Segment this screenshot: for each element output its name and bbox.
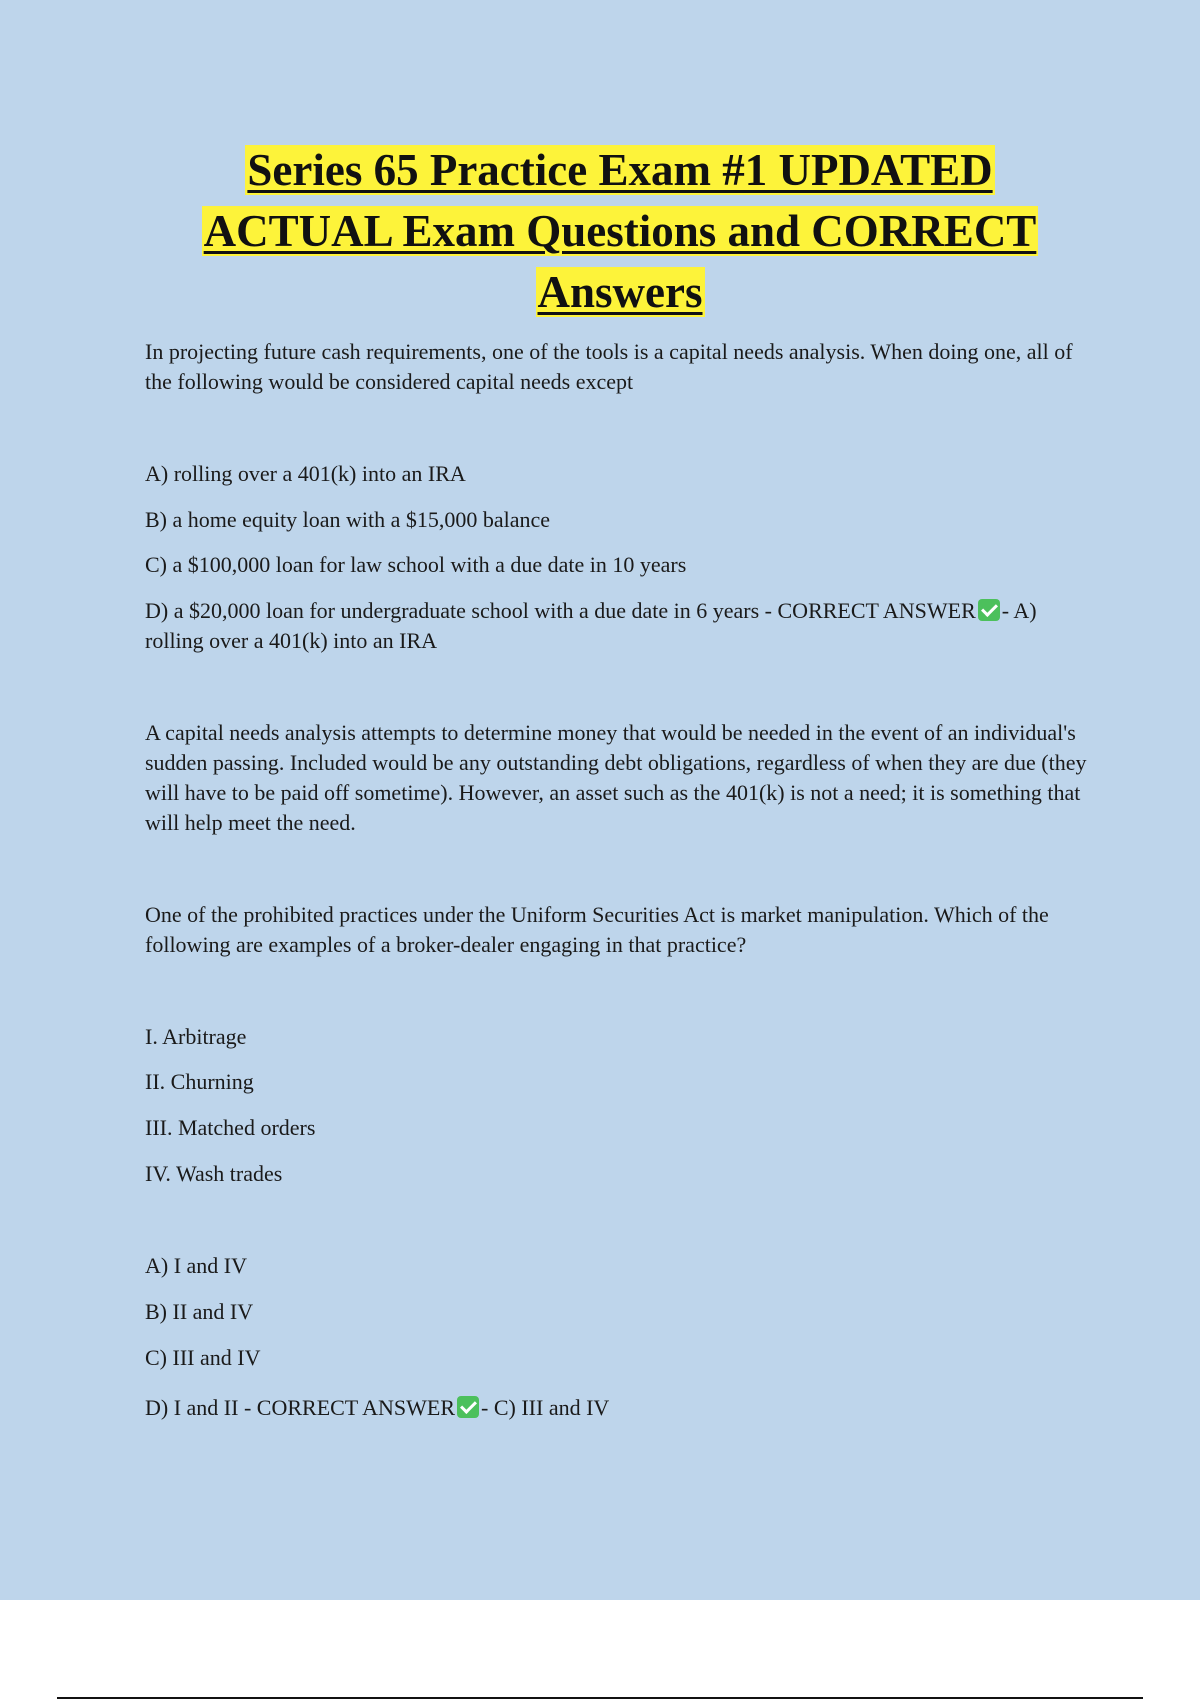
check-mark-icon xyxy=(457,1396,479,1418)
question-2-option-d-with-answer xyxy=(145,1393,1095,1423)
question-2-option-a: A) I and IV xyxy=(145,1253,248,1278)
question-2-item-1: I. Arbitrage xyxy=(145,1024,247,1049)
document-title xyxy=(145,140,1095,323)
question-1-text: In projecting future cash requirements, one of the tools is a capital needs analysis. When doing one, all of the following would be considered capital needs except xyxy=(145,339,1073,394)
question-2-item-3: III. Matched orders xyxy=(145,1115,316,1140)
check-mark-icon xyxy=(978,599,1000,621)
question-1-option-a: A) rolling over a 401(k) into an IRA xyxy=(145,461,466,486)
document-content xyxy=(145,140,1095,1423)
title-line-1: Series 65 Practice Exam #1 UPDATED xyxy=(247,145,993,195)
question-1-option-c: C) a $100,000 loan for law school with a due date in 10 years xyxy=(145,552,687,577)
question-1-explanation: A capital needs analysis attempts to determine money that would be needed in the event of an individual's sudden passing. Included would be any outstanding debt obligations, regardless of when they are due (they will have to be paid off sometime). However, an asset such as the 401(k) is not a need; it is something that will help meet the need. xyxy=(145,720,1087,835)
footer-divider xyxy=(57,1697,1143,1699)
question-2-option-c: C) III and IV xyxy=(145,1345,261,1370)
question-2-option-d: D) I and II - CORRECT ANSWER xyxy=(145,1395,456,1420)
question-2-item-4: IV. Wash trades xyxy=(145,1161,283,1186)
question-2-text: One of the prohibited practices under the Uniform Securities Act is market manipulation. Which of the following are examples of a broker-dealer engaging in that practice? xyxy=(145,902,1049,957)
question-1-answer: - A) rolling over a 401(k) into an IRA xyxy=(145,598,1037,653)
question-1-option-d-with-answer xyxy=(145,596,1095,656)
question-1-option-b: B) a home equity loan with a $15,000 balance xyxy=(145,507,551,532)
title-line-3: Answers xyxy=(537,267,703,317)
question-1-option-d: D) a $20,000 loan for undergraduate school with a due date in 6 years - CORRECT ANSWER xyxy=(145,598,976,623)
question-2-item-2: II. Churning xyxy=(145,1069,254,1094)
title-line-2: ACTUAL Exam Questions and CORRECT xyxy=(203,206,1037,256)
question-2-option-b: B) II and IV xyxy=(145,1299,254,1324)
question-2-answer: - C) III and IV xyxy=(481,1395,610,1420)
